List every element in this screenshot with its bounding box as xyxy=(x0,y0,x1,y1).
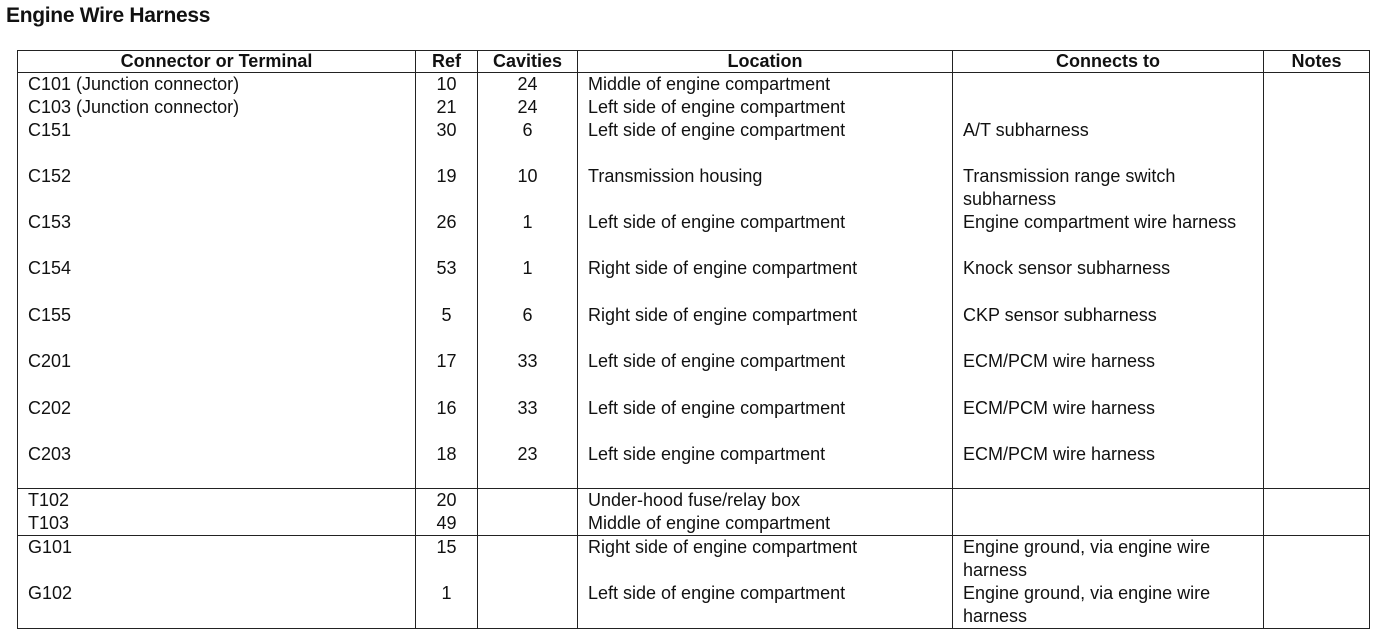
notes-cell xyxy=(1264,211,1370,257)
notes-cell xyxy=(1264,119,1370,165)
table-row xyxy=(18,535,1370,582)
location-cell: Middle of engine compartment xyxy=(578,512,953,536)
header-connects-to: Connects to xyxy=(953,51,1264,73)
header-notes: Notes xyxy=(1264,51,1370,73)
cavities-cell: 24 xyxy=(478,73,578,97)
location-cell: Left side engine compartment xyxy=(578,443,953,488)
ref-cell: 1 xyxy=(416,582,478,629)
location-cell: Left side of engine compartment xyxy=(578,211,953,257)
connects-to-cell: ECM/PCM wire harness xyxy=(953,350,1264,397)
location-cell: Left side of engine compartment xyxy=(578,119,953,165)
page-title: Engine Wire Harness xyxy=(6,4,211,27)
ref-cell: 10 xyxy=(416,73,478,97)
cavities-cell: 24 xyxy=(478,96,578,119)
connector-cell: T102 xyxy=(18,488,416,512)
connects-to-cell: CKP sensor subharness xyxy=(953,304,1264,350)
connects-to-cell: Knock sensor subharness xyxy=(953,257,1264,304)
ref-cell: 26 xyxy=(416,211,478,257)
cavities-cell xyxy=(478,582,578,629)
notes-cell xyxy=(1264,73,1370,97)
connector-cell: C103 (Junction connector) xyxy=(18,96,416,119)
header-ref: Ref xyxy=(416,51,478,73)
connector-cell: C201 xyxy=(18,350,416,397)
connects-to-cell xyxy=(953,96,1264,119)
connector-cell: G102 xyxy=(18,582,416,629)
ref-cell: 53 xyxy=(416,257,478,304)
ref-cell: 15 xyxy=(416,535,478,582)
connects-to-cell: ECM/PCM wire harness xyxy=(953,443,1264,488)
connects-to-cell xyxy=(953,488,1264,512)
notes-cell xyxy=(1264,512,1370,536)
table-row xyxy=(18,96,1370,119)
ref-cell: 21 xyxy=(416,96,478,119)
table-row xyxy=(18,304,1370,350)
table-row xyxy=(18,397,1370,443)
location-cell: Right side of engine compartment xyxy=(578,535,953,582)
connector-cell: C101 (Junction connector) xyxy=(18,73,416,97)
notes-cell xyxy=(1264,304,1370,350)
connector-cell: C155 xyxy=(18,304,416,350)
connector-cell: G101 xyxy=(18,535,416,582)
header-row xyxy=(18,51,1370,73)
location-cell: Right side of engine compartment xyxy=(578,257,953,304)
cavities-cell: 10 xyxy=(478,165,578,211)
harness-table xyxy=(17,50,1370,629)
connector-cell: C203 xyxy=(18,443,416,488)
table-row xyxy=(18,512,1370,536)
ref-cell: 30 xyxy=(416,119,478,165)
cavities-cell xyxy=(478,512,578,536)
table-row xyxy=(18,211,1370,257)
connects-to-cell: ECM/PCM wire harness xyxy=(953,397,1264,443)
notes-cell xyxy=(1264,443,1370,488)
location-cell: Right side of engine compartment xyxy=(578,304,953,350)
notes-cell xyxy=(1264,257,1370,304)
table-row xyxy=(18,443,1370,488)
location-cell: Left side of engine compartment xyxy=(578,397,953,443)
connects-to-cell: Engine compartment wire harness xyxy=(953,211,1264,257)
connector-cell: C154 xyxy=(18,257,416,304)
connector-cell: C152 xyxy=(18,165,416,211)
ref-cell: 20 xyxy=(416,488,478,512)
notes-cell xyxy=(1264,397,1370,443)
ref-cell: 49 xyxy=(416,512,478,536)
cavities-cell: 33 xyxy=(478,350,578,397)
connector-cell: T103 xyxy=(18,512,416,536)
ref-cell: 17 xyxy=(416,350,478,397)
table-row xyxy=(18,165,1370,211)
notes-cell xyxy=(1264,96,1370,119)
cavities-cell: 23 xyxy=(478,443,578,488)
table-row xyxy=(18,119,1370,165)
header-connector: Connector or Terminal xyxy=(18,51,416,73)
cavities-cell xyxy=(478,535,578,582)
location-cell: Left side of engine compartment xyxy=(578,582,953,629)
connects-to-cell xyxy=(953,73,1264,97)
connector-cell: C202 xyxy=(18,397,416,443)
table-row xyxy=(18,488,1370,512)
notes-cell xyxy=(1264,535,1370,582)
location-cell: Transmission housing xyxy=(578,165,953,211)
connects-to-cell: Engine ground, via engine wire harness xyxy=(953,535,1264,582)
connects-to-cell: A/T subharness xyxy=(953,119,1264,165)
ref-cell: 16 xyxy=(416,397,478,443)
connects-to-cell: Engine ground, via engine wire harness xyxy=(953,582,1264,629)
connects-to-cell: Transmission range switch subharness xyxy=(953,165,1264,211)
connector-cell: C151 xyxy=(18,119,416,165)
notes-cell xyxy=(1264,488,1370,512)
ref-cell: 18 xyxy=(416,443,478,488)
connector-cell: C153 xyxy=(18,211,416,257)
ref-cell: 19 xyxy=(416,165,478,211)
cavities-cell: 6 xyxy=(478,119,578,165)
table-row xyxy=(18,350,1370,397)
cavities-cell: 1 xyxy=(478,211,578,257)
table-row xyxy=(18,73,1370,97)
notes-cell xyxy=(1264,165,1370,211)
cavities-cell: 33 xyxy=(478,397,578,443)
header-cavities: Cavities xyxy=(478,51,578,73)
notes-cell xyxy=(1264,582,1370,629)
cavities-cell: 1 xyxy=(478,257,578,304)
connects-to-cell xyxy=(953,512,1264,536)
location-cell: Middle of engine compartment xyxy=(578,73,953,97)
location-cell: Left side of engine compartment xyxy=(578,96,953,119)
cavities-cell: 6 xyxy=(478,304,578,350)
location-cell: Left side of engine compartment xyxy=(578,350,953,397)
table-row xyxy=(18,582,1370,629)
cavities-cell xyxy=(478,488,578,512)
table-row xyxy=(18,257,1370,304)
header-location: Location xyxy=(578,51,953,73)
location-cell: Under-hood fuse/relay box xyxy=(578,488,953,512)
notes-cell xyxy=(1264,350,1370,397)
ref-cell: 5 xyxy=(416,304,478,350)
